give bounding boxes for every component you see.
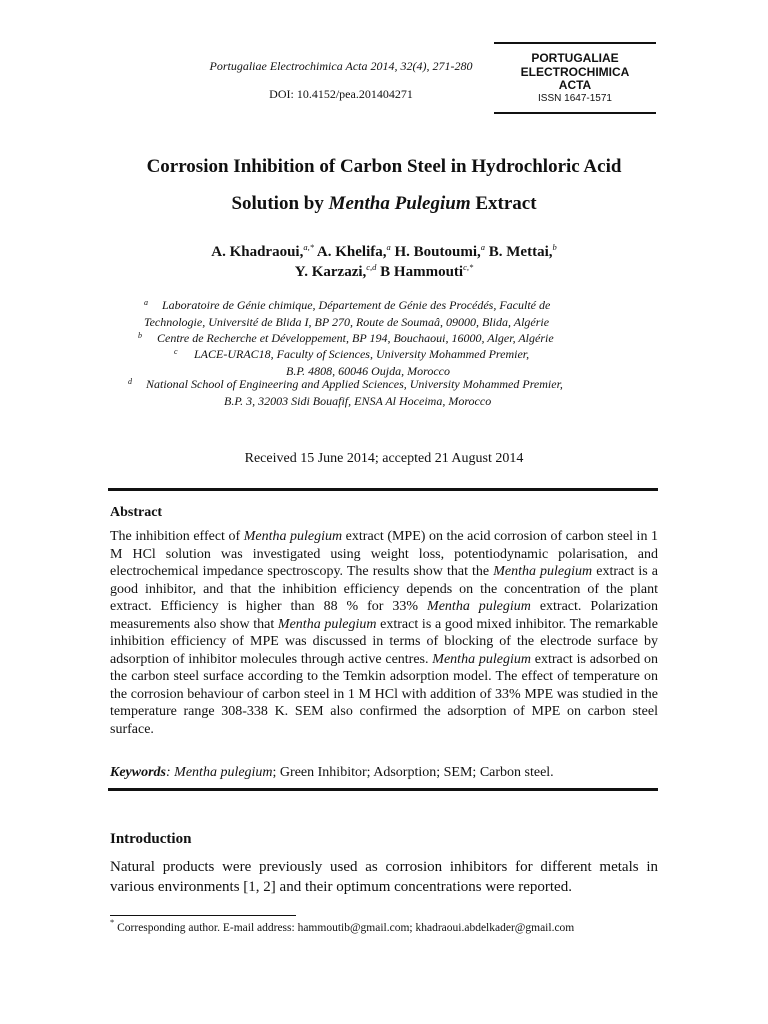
- introduction-heading: Introduction: [110, 831, 192, 847]
- author: A. Khadraoui,$^{a,*}$: [211, 242, 314, 260]
- author-list: [80, 242, 688, 282]
- journal-name-line: PORTUGALIAE: [531, 51, 619, 65]
- affiliation-mark: a: [144, 298, 148, 307]
- journal-citation: Portugaliae Electrochimica Acta 2014, 32(4), 271-280: [209, 59, 473, 73]
- title-line-2: Solution by Mentha Pulegium Extract: [231, 193, 537, 214]
- introduction-text: Natural products were previously used as corrosion inhibitors for different metals in various environments [1, 2] and their optimum concentrations were reported.: [110, 859, 658, 895]
- author-line-1: [80, 242, 688, 262]
- journal-name-line: ELECTROCHIMICA: [520, 64, 630, 79]
- keywords-label: Keywords: [110, 765, 166, 780]
- affiliation-c: c LACE-URAC18, Faculty of Sciences, University Mohammed Premier, B.P. 4808, 60046 Oujda, Morocco: [100, 346, 670, 379]
- affiliation-mark: c: [174, 347, 178, 356]
- species-name: Mentha Pulegium: [328, 193, 471, 214]
- affiliation-mark: d: [128, 377, 132, 386]
- footnote-rule: [110, 915, 296, 916]
- author: Y. Karzazi,$^{c,d}$: [294, 262, 377, 280]
- abstract-heading: Abstract: [110, 505, 163, 520]
- received-dates: Received 15 June 2014; accepted 21 August 2014: [244, 451, 524, 466]
- author: H. Boutoumi,$^a$: [394, 242, 486, 260]
- journal-name: [494, 52, 656, 93]
- issn: ISSN 1647-1571: [538, 92, 612, 104]
- author-line-2: [80, 262, 688, 282]
- affiliation-d: d National School of Engineering and Applied Sciences, University Mohammed Premier, B.P. 3, 32003 Sidi Bouafif, ENSA Al Hoceima, Morocco: [100, 376, 670, 409]
- paper-title: [80, 148, 688, 222]
- doi: DOI: 10.4152/pea.201404271: [269, 87, 413, 101]
- keywords: Keywords: Mentha pulegium; Green Inhibitor; Adsorption; SEM; Carbon steel.: [110, 765, 554, 780]
- footnote: * Corresponding author. E-mail address: hammoutib@gmail.com; khadraoui.abdelkader@gmail.com: [110, 917, 575, 934]
- journal-logo-box: [494, 42, 656, 114]
- abstract-top-rule: [108, 488, 658, 491]
- affiliation-b: b Centre de Recherche et Développement, BP 194, Bouchaoui, 16000, Alger, Algérie: [100, 330, 670, 347]
- journal-name-line: ACTA: [558, 78, 592, 92]
- abstract-bottom-rule: [108, 788, 658, 791]
- author: A. Khelifa,$^a$: [316, 242, 391, 260]
- author: B. Mettai,$^b$: [488, 242, 557, 260]
- abstract-body: The inhibition effect of Mentha pulegium extract (MPE) on the acid corrosion of carbon steel in 1 M HCl solution was investigated using weight loss, potentiodynamic polarisation, and electrochemical impedance spectroscopy. The results show that the Mentha pulegium extract is a good inhibitor, and that the inhibition efficiency depends on the concentration of the plant extract. Efficiency is higher than 88 % for 33% Mentha pulegium extract. Polarization measurements also show that Mentha pulegium extract is a good mixed inhibitor. The remarkable inhibition efficiency of MPE was discussed in terms of blocking of the electrode surface by adsorption of inhibitor molecules through active centres. Mentha pulegium extract is adsorbed on the carbon steel surface according to the Temkin adsorption model. The effect of temperature on the corrosion behaviour of carbon steel in 1 M HCl with addition of 33% MPE was studied in the temperature range 308-338 K. SEM also confirmed the adsorption of MPE on carbon steel surface.: [110, 529, 659, 737]
- affiliation-mark: b: [138, 331, 142, 340]
- title-line-1: Corrosion Inhibition of Carbon Steel in Hydrochloric Acid: [146, 156, 622, 177]
- author: B Hammouti$^{c,*}$: [380, 262, 474, 280]
- affiliation-a: a Laboratoire de Génie chimique, Département de Génie des Procédés, Faculté de Technologie, Université de Blida I, BP 270, Route de Soumaâ, 09000, Blida, Algérie: [100, 297, 670, 330]
